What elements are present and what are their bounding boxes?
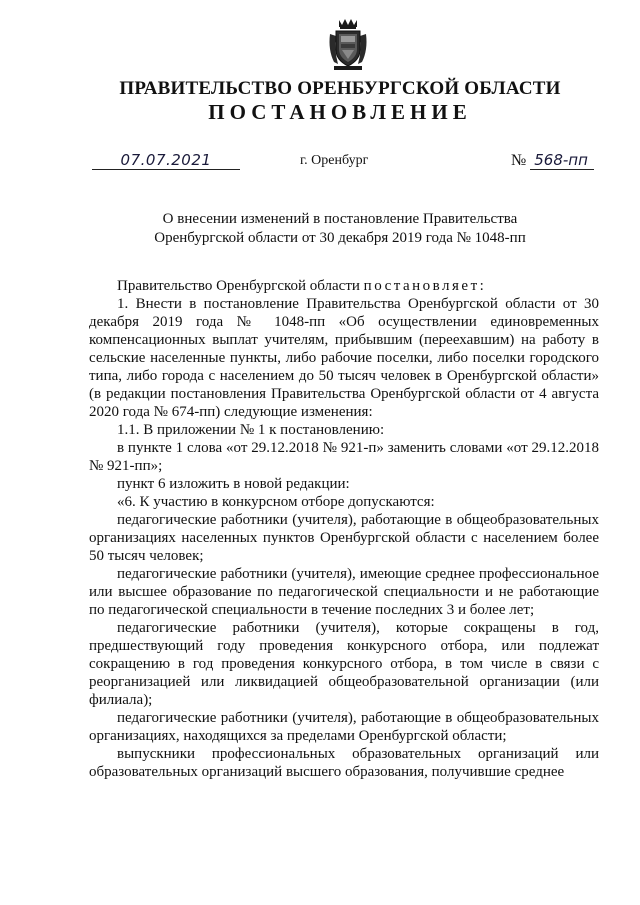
document-date: 07.07.2021 <box>92 151 240 170</box>
subject-line-2: Оренбургской области от 30 декабря 2019 года № 1048-пп <box>154 230 526 246</box>
number-sign: № <box>511 152 527 169</box>
eligibility-item-4: педагогические работники (учителя), работающие в общеобразовательных организациях, находящихся за пределами Оренбургской области; <box>89 710 599 744</box>
document-number-block <box>511 151 594 170</box>
paragraph-1: 1. Внести в постановление Правительства Оренбургской области от 30 декабря 2019 года № 1048-пп «Об осуществлении единовременных компенсационных выплат учителям, прибывшим (переехавшим) на работу в сельские населенные пункты, либо рабочие поселки, либо поселки городского типа, либо города с населением до 50 тысяч человек в Оренбургской области» (в редакции постановления Правительства Оренбургской области от 4 августа 2020 года № 674-пп) следующие изменения: <box>89 296 599 420</box>
paragraph-point-1-change: в пункте 1 слова «от 29.12.2018 № 921-п» заменить словами «от 29.12.2018 № 921-пп»; <box>89 440 599 474</box>
paragraph-1-1: 1.1. В приложении № 1 к постановлению: <box>117 422 385 438</box>
eligibility-item-3: педагогические работники (учителя), которые сокращены в год, предшествующий году проведения конкурсного отбора, или подлежат сокращению в год проведения конкурсного отбора, в том числе в связи с реорганизацией или ликвидацией общеобразовательной организации (или филиала); <box>89 620 599 708</box>
preamble-paragraph <box>89 277 599 295</box>
subject-line-1: О внесении изменений в постановление Правительства <box>162 211 518 227</box>
document-body <box>89 277 599 781</box>
government-title: ПРАВИТЕЛЬСТВО ОРЕНБУРГСКОЙ ОБЛАСТИ <box>119 78 561 99</box>
document-subject <box>0 210 640 248</box>
eligibility-item-2: педагогические работники (учителя), имеющие среднее профессиональное или высшее образование по педагогической специальности и не работающие по педагогической специальности в течение последних 3 и более лет; <box>89 566 599 618</box>
paragraph-point-6-intro: пункт 6 изложить в новой редакции: <box>117 476 350 492</box>
coat-of-arms-icon <box>326 16 370 72</box>
paragraph-point-6-text: «6. К участию в конкурсном отборе допускаются: <box>117 494 435 510</box>
eligibility-item-1: педагогические работники (учителя), работающие в общеобразовательных организациях населенных пунктов Оренбургской области с населением более 50 тысяч человек; <box>89 512 599 564</box>
preamble-resolves: постановляет: <box>363 278 487 294</box>
document-meta-row <box>0 151 640 175</box>
preamble-lead: Правительство Оренбургской области <box>117 278 364 294</box>
eligibility-item-5: выпускники профессиональных образовательных организаций или образовательных организаций высшего образования, получившие среднее <box>89 746 599 780</box>
document-city: г. Оренбург <box>300 153 369 168</box>
document-number: 568-пп <box>530 151 594 170</box>
document-type-title: ПОСТАНОВЛЕНИЕ <box>208 100 472 124</box>
